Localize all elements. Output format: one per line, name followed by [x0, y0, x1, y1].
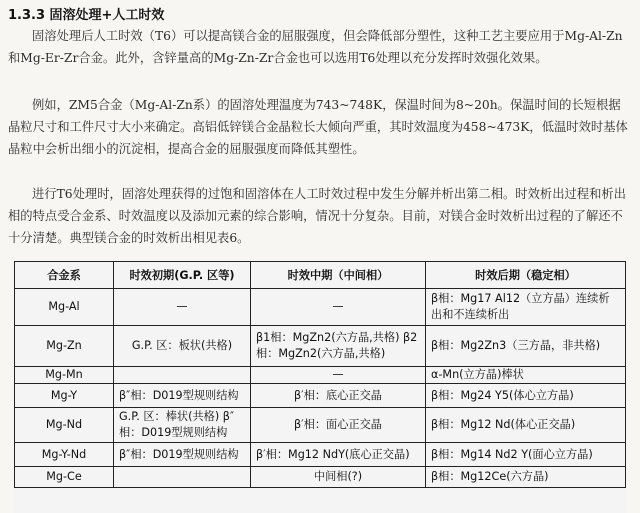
cell-system: Mg-Zn [15, 326, 114, 367]
table-row [15, 326, 626, 367]
header-mid-aging: 时效中期（中间相） [251, 262, 426, 289]
cell-mid: — [251, 367, 426, 384]
paragraph-1: 固溶处理后人工时效（T6）可以提高镁合金的屈服强度，但会降低部分塑性，这种工艺主要应用于Mg-Al-Zn和Mg-Er-Zr合金。此外，含锌量高的Mg-Zn-Zr合金也可以选用T6处理以充分发挥时效强化效果。 [8, 29, 623, 65]
paragraph-3: 进行T6处理时，固溶处理获得的过饱和固溶体在人工时效过程中发生分解并析出第二相。时效析出过程和析出相的特点受合金系、时效温度以及添加元素的综合影响，情况十分复杂。目前，对镁合金时效析出过程的了解还不十分清楚。典型镁合金的时效析出相见表6。 [8, 187, 626, 245]
table-row [15, 408, 626, 443]
cell-mid: β′相：底心正交晶 [251, 384, 426, 408]
cell-system: Mg-Ce [15, 467, 114, 488]
header-late-aging: 时效后期（稳定相） [426, 262, 626, 289]
table-row [15, 384, 626, 408]
cell-late: β相：Mg2Zn3（三方晶，非共格) [426, 326, 626, 367]
cell-early: G.P. 区：棒状(共格) β″相：D019型规则结构 [114, 408, 251, 443]
cell-early: β″相：D019型规则结构 [114, 443, 251, 467]
cell-mid: β1相：MgZn2(六方晶,共格) β2相：MgZn2(六方晶,共格) [251, 326, 426, 367]
cell-mid: β′相：面心正交晶 [251, 408, 426, 443]
cell-mid: — [251, 289, 426, 326]
cell-system: Mg-Nd [15, 408, 114, 443]
cell-late: α-Mn(立方晶)棒状 [426, 367, 626, 384]
table-row [15, 467, 626, 488]
cell-late: β相：Mg14 Nd2 Y(面心立方晶) [426, 443, 626, 467]
cell-late: β相：Mg24 Y5(体心立方晶) [426, 384, 626, 408]
table-header-row [15, 262, 626, 289]
paragraph-2: 例如，ZM5合金（Mg-Al-Zn系）的固溶处理温度为743~748K，保温时间为8~20h。保温时间的长短根据晶粒尺寸和工件尺寸大小来确定。高铝低锌镁合金晶粒长大倾向严重，其时效温度为458~473K，低温时效时基体晶粒中会析出细小的沉淀相，提高合金的屈服强度而降低其塑性。 [8, 98, 628, 156]
cell-late: β相：Mg17 Al12（立方晶）连续析出和不连续析出 [426, 289, 626, 326]
table-row [15, 443, 626, 467]
cell-mid: 中间相(?) [251, 467, 426, 488]
cell-system: Mg-Al [15, 289, 114, 326]
precipitation-table-image [14, 261, 626, 513]
cell-late: β相：Mg12Ce(六方晶) [426, 467, 626, 488]
cell-system: Mg-Mn [15, 367, 114, 384]
cell-early: — [114, 289, 251, 326]
cell-early: β″相：D019型规则结构 [114, 384, 251, 408]
cell-system: Mg-Y-Nd [15, 443, 114, 467]
header-alloy-system: 合金系 [15, 262, 114, 289]
cell-late: β相：Mg12 Nd(体心正交晶) [426, 408, 626, 443]
cell-mid: β′相：Mg12 NdY(底心正交晶) [251, 443, 426, 467]
table-row [15, 367, 626, 384]
precipitation-table [14, 261, 626, 488]
header-early-aging: 时效初期(G.P. 区等) [114, 262, 251, 289]
section-heading: 1.3.3 固溶处理+人工时效 [8, 8, 165, 23]
table-row [15, 289, 626, 326]
cell-early: G.P. 区：板状(共格) [114, 326, 251, 367]
cell-early [114, 467, 251, 488]
cell-early [114, 367, 251, 384]
cell-system: Mg-Y [15, 384, 114, 408]
